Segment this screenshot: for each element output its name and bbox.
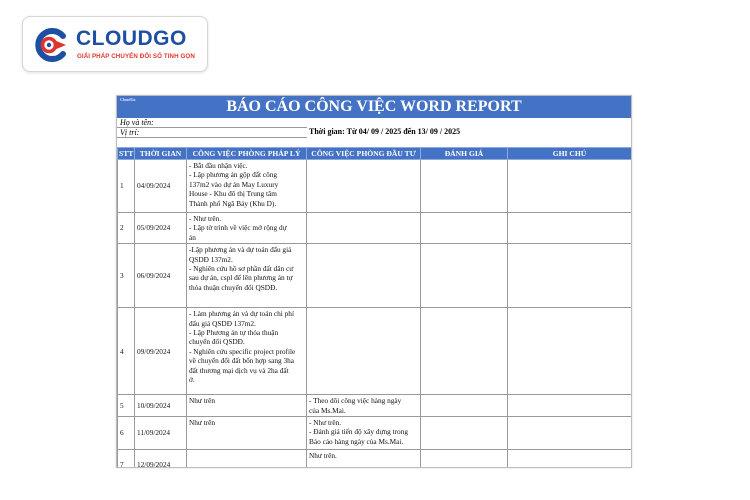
table-row <box>118 308 632 395</box>
report-title <box>117 96 631 118</box>
cell-legal-work <box>187 213 307 244</box>
cell-investment-work <box>307 160 421 213</box>
cell-investment-work <box>307 395 421 417</box>
logo-wordmark: CLOUDGO <box>76 27 187 50</box>
cell-notes <box>508 308 632 395</box>
position-field-label: Vị trí: <box>120 128 140 137</box>
cell-text-line: chuyển đổi QSDĐ. <box>189 337 245 347</box>
cell-notes <box>508 244 632 308</box>
report-sheet <box>116 95 632 468</box>
cell-evaluation <box>421 395 508 417</box>
sheet-corner-tag: CloudGo <box>120 97 136 102</box>
cell-legal-work <box>187 450 307 468</box>
cell-evaluation <box>421 244 508 308</box>
col-header-evaluation: ĐÁNH GIÁ <box>421 148 508 160</box>
cell-investment-work <box>307 417 421 450</box>
cell-text-line: Thành phố Ngã Bảy (Khu D). <box>189 198 277 208</box>
report-title-text: BÁO CÁO CÔNG VIỆC WORD REPORT <box>226 98 522 115</box>
table-row <box>118 244 632 308</box>
cell-stt: 6 <box>118 417 135 450</box>
cell-investment-work <box>307 244 421 308</box>
col-header-investment: CÔNG VIỆC PHÒNG ĐẦU TƯ <box>307 148 421 160</box>
cell-text-line: Như trên <box>189 418 216 428</box>
cell-investment-work <box>307 308 421 395</box>
cell-date: 11/09/2024 <box>135 417 187 450</box>
cell-text-line: Báo cáo hàng ngày của Ms.Mai. <box>309 436 404 446</box>
cell-legal-work <box>187 395 307 417</box>
cell-evaluation <box>421 160 508 213</box>
cell-evaluation <box>421 417 508 450</box>
cell-text-line: - Lập phương án gộp đất công <box>189 170 278 180</box>
cell-text-line: đất thương mại dịch vụ và 2ha đất <box>189 365 289 375</box>
cell-date: 05/09/2024 <box>135 213 187 244</box>
cell-date: 04/09/2024 <box>135 160 187 213</box>
cell-text-line: về chuyển đổi đất bốn hợp sang 3ha <box>189 356 294 366</box>
cell-text-line: - Lập Phương án tự thỏa thuận <box>189 328 279 338</box>
cell-text-line: Như trên. <box>309 451 337 461</box>
cell-date: 09/09/2024 <box>135 308 187 395</box>
cell-legal-work <box>187 308 307 395</box>
cell-text-line: - Làm phương án và dự toán chi phí <box>189 309 294 319</box>
cell-legal-work <box>187 417 307 450</box>
cell-text-line: - Lập tờ trình về việc mở rộng dự <box>189 223 287 233</box>
col-header-legal: CÔNG VIỆC PHÒNG PHÁP LÝ <box>187 148 307 160</box>
cell-stt: 1 <box>118 160 135 213</box>
cell-text-line: - Bắt đầu nhận việc. <box>189 161 248 170</box>
position-field-line <box>117 137 307 138</box>
table-row <box>118 395 632 417</box>
cell-text-line: - Như trên. <box>309 418 342 428</box>
cell-stt: 3 <box>118 244 135 308</box>
cell-stt: 7 <box>118 450 135 468</box>
logo-tagline: GIẢI PHÁP CHUYỂN ĐỔI SỐ TINH GỌN <box>77 53 195 60</box>
cell-date: 12/09/2024 <box>135 450 187 468</box>
col-header-stt: STT <box>119 148 134 158</box>
cell-stt: 2 <box>118 213 135 244</box>
cell-text-line: của Ms.Mai. <box>309 405 346 415</box>
table-header-row <box>118 148 632 160</box>
cell-text-line: - Nghiên cứu hồ sơ phần đất dân cư <box>189 264 294 274</box>
cell-evaluation <box>421 213 508 244</box>
table-row <box>118 417 632 450</box>
cell-legal-work <box>187 160 307 213</box>
cloudgo-logo-icon <box>32 27 72 63</box>
cell-date: 10/09/2024 <box>135 395 187 417</box>
cloudgo-logo <box>22 16 208 72</box>
cell-text-line: House - Khu đô thị Trung tâm <box>189 189 277 199</box>
cell-notes <box>508 417 632 450</box>
cell-text-line: 137m2 vào dự án May Luxury <box>189 179 279 189</box>
cell-notes <box>508 395 632 417</box>
col-header-notes: GHI CHÚ <box>508 148 632 160</box>
cell-notes <box>508 160 632 213</box>
report-period: Thời gian: Từ 04/ 09 / 2025 đến 13/ 09 / 2025 <box>309 127 461 136</box>
cell-text-line: đấu giá QSDĐ 137m2. <box>189 318 256 328</box>
cell-text-line: - Đánh giá tiến độ xây dựng trong <box>309 427 408 437</box>
report-table <box>117 147 632 468</box>
cell-investment-work <box>307 450 421 468</box>
cell-text-line: án <box>189 232 196 242</box>
cell-text-line: - Như trên. <box>189 214 222 223</box>
cell-notes <box>508 450 632 468</box>
cell-text-line: ở. <box>189 375 195 385</box>
cell-legal-work <box>187 244 307 308</box>
cell-date: 06/09/2024 <box>135 244 187 308</box>
cell-text-line: - Nghiên cứu specific project profile <box>189 346 296 356</box>
table-row <box>118 450 632 468</box>
cell-text-line: QSDĐ 137m2. <box>189 254 233 264</box>
cell-evaluation <box>421 308 508 395</box>
col-header-date: THỜI GIAN <box>135 148 187 160</box>
cell-text-line: - Theo dõi công việc hàng ngày <box>309 396 402 406</box>
table-row <box>118 213 632 244</box>
name-field-line <box>117 127 307 128</box>
cell-investment-work <box>307 213 421 244</box>
cell-text-line: Như trên <box>189 396 216 406</box>
cell-stt: 5 <box>118 395 135 417</box>
cell-notes <box>508 213 632 244</box>
cell-text-line: -Lập phương án và dự toán đấu giá <box>189 245 292 255</box>
cell-text-line: thỏa thuận chuyển đổi QSDĐ. <box>189 282 278 292</box>
name-field-label: Họ và tên: <box>120 118 154 127</box>
table-row <box>118 160 632 213</box>
cell-stt: 4 <box>118 308 135 395</box>
cell-text-line: sau dự án, cspl để lên phương án tự <box>189 273 293 283</box>
cell-evaluation <box>421 450 508 468</box>
